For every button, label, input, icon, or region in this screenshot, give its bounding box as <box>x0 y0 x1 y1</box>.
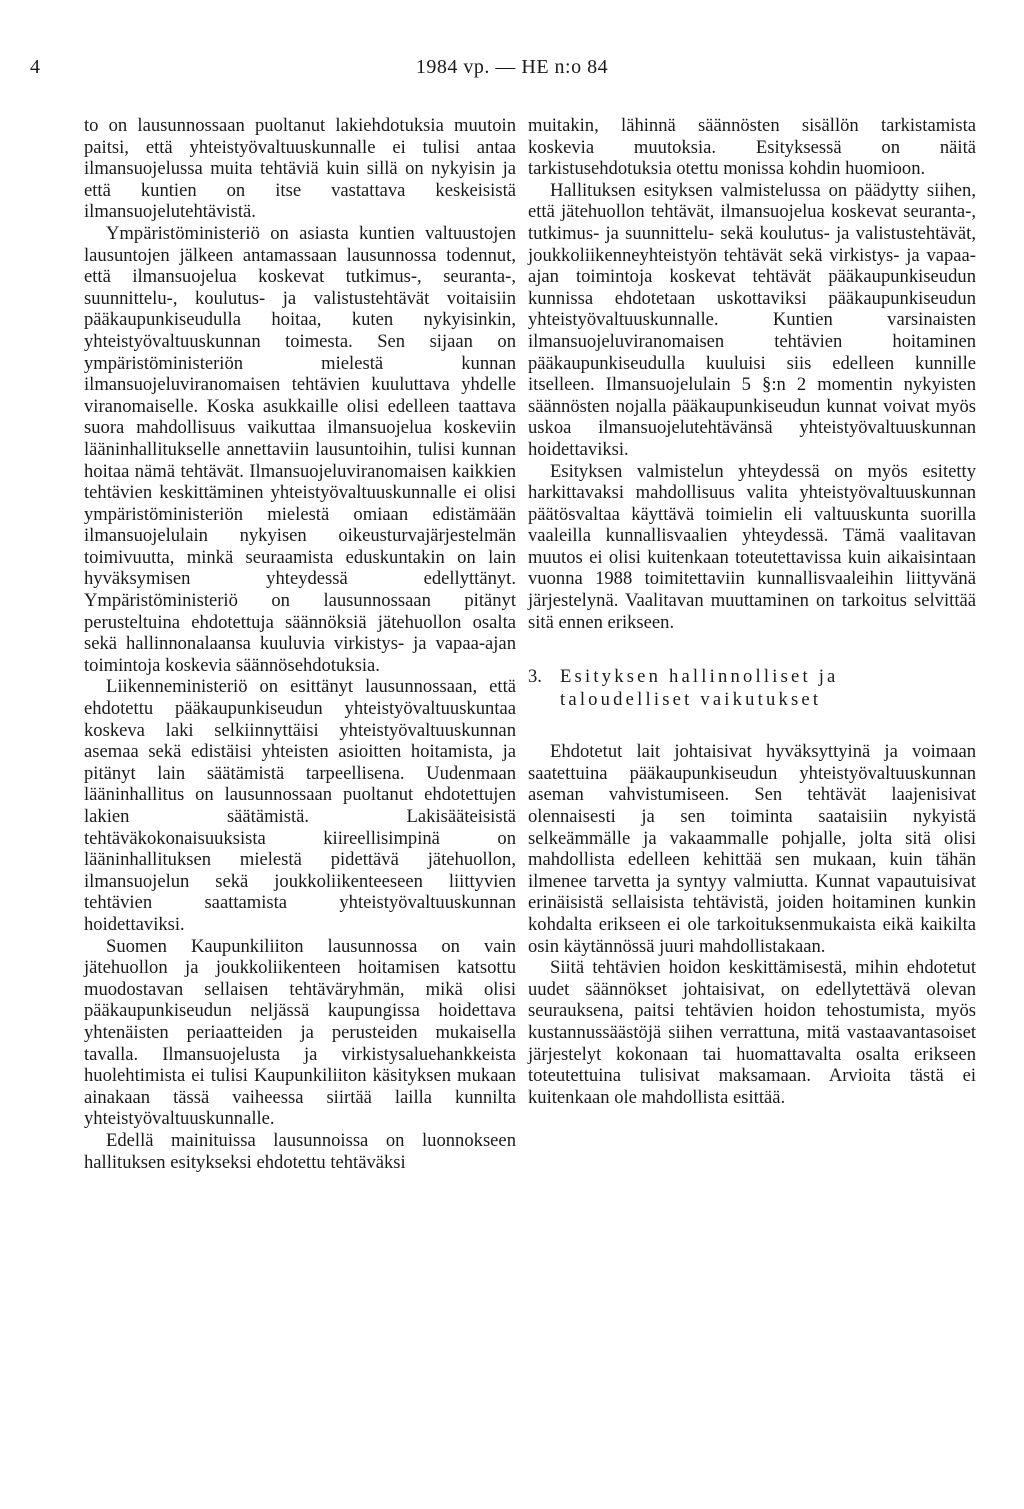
paragraph: Edellä mainituissa lausunnoissa on luonnokseen hallituksen esitykseksi ehdotettu tehtäväksi <box>84 1129 516 1173</box>
section-heading <box>528 665 976 711</box>
left-column <box>84 115 516 1173</box>
running-head: 1984 vp. — HE n:o 84 <box>415 56 609 78</box>
paragraph: Siitä tehtävien hoidon keskittämisestä, mihin ehdotetut uudet säännökset johtaisivat, on edellytettävä olevan seurauksena, paitsi tehtävien hoidon tehostumista, myös kustannussäästöjä siihen verrattuna, mitä vastaavantasoiset järjestelyt kokonaan tai huomattavalta osalta erikseen toteutettuina tulisivat maksamaan. Arvioita tästä ei kuitenkaan ole mahdollista esittää. <box>528 957 976 1108</box>
paragraph: muitakin, lähinnä säännösten sisällön tarkistamista koskevia muutoksia. Esityksessä on näitä tarkistusehdotuksia otettu monissa kohdin huomioon. <box>528 115 976 180</box>
paragraph: Ympäristöministeriö on asiasta kuntien valtuustojen lausuntojen jälkeen antamassaan lausunnossa todennut, että ilmansuojelua koskevat tutkimus-, seuranta-, suunnittelu-, koulutus- ja valistustehtävät voitaisiin pääkaupunkiseudulla hoitaa, kuten nykyisinkin, yhteistyövaltuuskunnan toimesta. Sen sijaan on ympäristöministeriön mielestä kunnan ilmansuojeluviranomaisen tehtävien kuuluttava yhdelle viranomaiselle. Koska asukkaille olisi edelleen taattava suora mahdollisuus vaikuttaa ilmansuojelua koskeviin lääninhallitukselle annettaviin lausuntoihin, tulisi kunnan hoitaa nämä tehtävät. Ilmansuojeluviranomaisen kaikkien tehtävien keskittäminen yhteistyövaltuuskunnalle ei olisi ympäristöministeriön mielestä omiaan edistämään ilmansuojelulain nykyisen oikeusturvajärjestelmän toimivuutta, minkä seuraamista eduskuntakin on lain hyväksymisen yhteydessä edellyttänyt. Ympäristöministeriö on lausunnossaan pitänyt perusteltuina ehdotettuja säännöksiä jätehuollon osalta sekä hallinnonalaansa kuuluvia virkistys- ja vapaa-ajan toimintoja koskevia säännösehdotuksia. <box>84 222 516 676</box>
paragraph: Ehdotetut lait johtaisivat hyväksyttyinä ja voimaan saatettuina pääkaupunkiseudun yhteistyövaltuuskunnan aseman vahvistumiseen. Sen tehtävät laajenisivat olennaisesti ja sen toiminta saataisiin nykyistä selkeämmälle ja vakaammalle pohjalle, jolta sitä olisi mahdollista edelleen kehittää sen mukaan, kuin tähän ilmenee tarvetta ja syntyy valmiutta. Kunnat vapautuisivat erinäisistä sellaisista tehtävistä, joiden hoitaminen kunkin kohdalta erikseen ei ole tarkoituksenmukaista eikä kaikilta osin käytännössä juuri mahdollistakaan. <box>528 741 976 957</box>
paragraph: Hallituksen esityksen valmistelussa on päädytty siihen, että jätehuollon tehtävät, ilmansuojelua koskevat seuranta-, tutkimus- ja suunnittelu- sekä koulutus- ja valistustehtävät, joukkoliikenneyhteistyön tehtävät sekä virkistys- ja vapaa-ajan toimintoja koskevat tehtävät pääkaupunkiseudun kunnissa ehdotetaan uskottaviksi pääkaupunkiseudun yhteistyövaltuuskunnalle. Kuntien varsinaisten ilmansuojeluviranomaisen tehtävien hoitaminen pääkaupunkiseudulla kuuluisi siis edelleen kunnille itselleen. Ilmansuojelulain 5 §:n 2 momentin nykyisten säännösten nojalla pääkaupunkiseudun kunnat voivat myös uskoa ilmansuojelutehtävänsä yhteistyövaltuuskunnan hoidettaviksi. <box>528 179 976 460</box>
section-title: Esityksen hallinnolliset ja taloudelliset vaikutukset <box>560 666 839 711</box>
paragraph: Esityksen valmistelun yhteydessä on myös esitetty harkittavaksi mahdollisuus valita yhteistyövaltuuskunnan päätösvaltaa käyttävä toimielin eli valtuuskunta suorilla vaaleilla kunnallisvaalien yhteydessä. Tämä vaalitavan muutos ei olisi kuitenkaan toteutettavissa kuin aikaisintaan vuonna 1988 toimitettaviin kunnallisvaaleihin liittyvänä järjestelynä. Vaalitavan muuttaminen on tarkoitus selvittää sitä ennen erikseen. <box>528 460 976 633</box>
paragraph: Liikenneministeriö on esittänyt lausunnossaan, että ehdotettu pääkaupunkiseudun yhteistyövaltuuskuntaa koskeva laki selkiinnyttäisi yhteistyövaltuuskunnan asemaa sekä edistäisi yhteisten asioitten hoitamista, ja pitänyt lain säätämistä tarpeellisena. Uudenmaan lääninhallitus on lausunnossaan puoltanut ehdotettujen lakien säätämistä. Lakisääteisistä tehtäväkokonaisuuksista kiireellisimpinä on lääninhallituksen mielestä pidettävä jätehuollon, ilmansuojelun sekä joukkoliikenteeseen liittyvien tehtävien saattamista yhteistyövaltuuskunnan hoidettaviksi. <box>84 676 516 935</box>
paragraph: Suomen Kaupunkiliiton lausunnossa on vain jätehuollon ja joukkoliikenteen hoitamisen katsottu muodostavan sellaisen tehtäväryhmän, mikä olisi pääkaupunkiseudun neljässä kaupungissa hoidettava yhtenäisten periaatteiden ja perusteiden mukaisella tavalla. Ilmansuojelusta ja virkistysaluehankkeista huolehtimista ei tulisi Kaupunkiliiton käsityksen mukaan ainakaan tässä vaiheessa siirtää lailla kunnilta yhteistyövaltuuskunnalle. <box>84 935 516 1130</box>
section-number: 3. <box>528 666 542 688</box>
right-column <box>528 115 976 1108</box>
paragraph: to on lausunnossaan puoltanut lakiehdotuksia muutoin paitsi, että yhteistyövaltuuskunnalle ei tulisi antaa ilmansuojelussa muita tehtäviä kuin sillä on nykyisin ja että kuntien on itse vastattava keskeisistä ilmansuojelutehtävistä. <box>84 115 516 223</box>
page-number: 4 <box>30 56 40 78</box>
